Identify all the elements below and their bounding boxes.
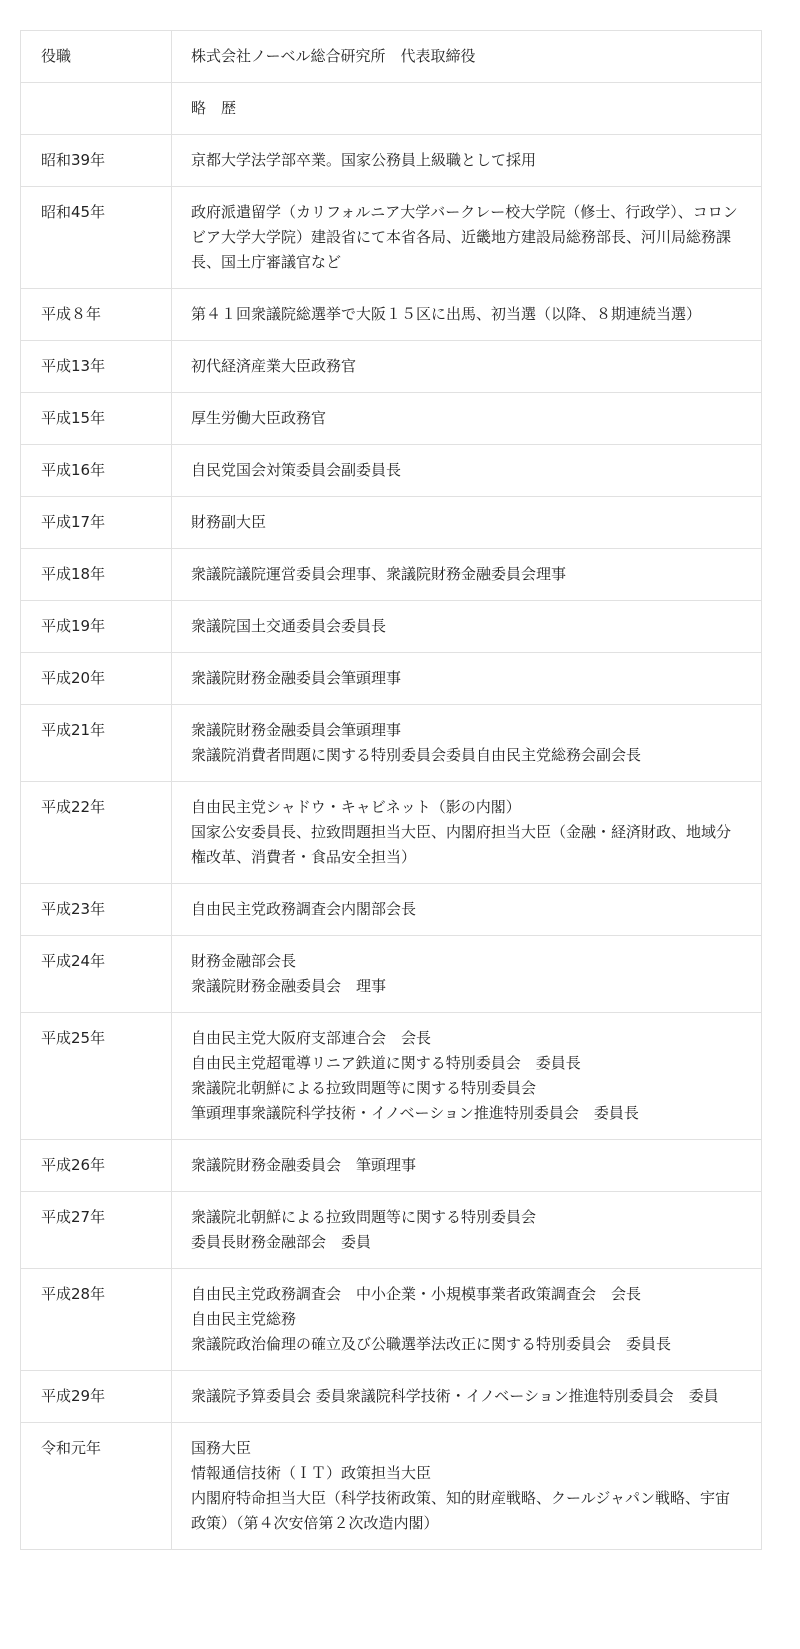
- description-line: 内閣府特命担当大臣（科学技術政策、知的財産戦略、クールジャパン戦略、宇宙政策）（第４次安倍第２次改造内閣）: [191, 1489, 731, 1532]
- year-cell: 平成27年: [21, 1192, 172, 1269]
- description-line: 自由民主党超電導リニア鉄道に関する特別委員会 委員長: [191, 1054, 581, 1072]
- description-line: 政府派遣留学（カリフォルニア大学バークレー校大学院（修士、行政学）、コロンビア大学大学院）建設省にて本省各局、近畿地方建設局総務部長、河川局総務課長、国土庁審議官など: [191, 203, 738, 271]
- description-line: 自由民主党大阪府支部連合会 会長: [191, 1029, 432, 1047]
- table-row: [21, 1371, 762, 1423]
- year-cell: 役職: [21, 31, 172, 83]
- description-cell: [172, 31, 762, 83]
- description-line: 衆議院北朝鮮による拉致問題等に関する特別委員会: [191, 1079, 537, 1097]
- table-row: [21, 1192, 762, 1269]
- description-line: 衆議院財務金融委員会筆頭理事: [191, 669, 402, 687]
- career-table: [20, 30, 762, 1550]
- description-cell: [172, 549, 762, 601]
- description-line: 国務大臣: [191, 1439, 252, 1457]
- description-line: 財務副大臣: [191, 513, 267, 531]
- description-line: 委員長財務金融部会 委員: [191, 1233, 372, 1251]
- description-cell: [172, 782, 762, 884]
- year-cell: 平成24年: [21, 936, 172, 1013]
- year-cell: 平成20年: [21, 653, 172, 705]
- description-cell: [172, 653, 762, 705]
- year-cell: 平成16年: [21, 445, 172, 497]
- career-table-body: [21, 31, 762, 1550]
- year-cell: 平成26年: [21, 1140, 172, 1192]
- description-line: 自由民主党政務調査会内閣部会長: [191, 900, 417, 918]
- year-cell: 平成17年: [21, 497, 172, 549]
- description-cell: [172, 187, 762, 289]
- year-cell: 平成13年: [21, 341, 172, 393]
- description-line: 衆議院財務金融委員会 理事: [191, 977, 387, 995]
- description-line: 厚生労働大臣政務官: [191, 409, 327, 427]
- description-line: 国家公安委員長、拉致問題担当大臣、内閣府担当大臣（金融・経済財政、地域分権改革、消費者・食品安全担当）: [191, 823, 732, 866]
- table-row: [21, 705, 762, 782]
- description-line: 初代経済産業大臣政務官: [191, 357, 357, 375]
- year-cell: 平成８年: [21, 289, 172, 341]
- description-line: 略 歴: [191, 99, 237, 117]
- description-line: 自民党国会対策委員会副委員長: [191, 461, 402, 479]
- description-cell: [172, 341, 762, 393]
- year-cell: 平成18年: [21, 549, 172, 601]
- description-line: 情報通信技術（ＩＴ）政策担当大臣: [191, 1464, 432, 1482]
- description-line: 財務金融部会長: [191, 952, 297, 970]
- description-line: 衆議院国土交通委員会委員長: [191, 617, 387, 635]
- description-line: 株式会社ノーベル総合研究所 代表取締役: [191, 47, 476, 65]
- table-row: [21, 1140, 762, 1192]
- description-line: 衆議院財務金融委員会筆頭理事: [191, 721, 402, 739]
- description-cell: [172, 705, 762, 782]
- description-cell: [172, 497, 762, 549]
- table-row: [21, 549, 762, 601]
- description-cell: [172, 1192, 762, 1269]
- table-row: [21, 782, 762, 884]
- description-cell: [172, 445, 762, 497]
- description-line: 衆議院北朝鮮による拉致問題等に関する特別委員会: [191, 1208, 537, 1226]
- description-line: 自由民主党シャドウ・キャビネット（影の内閣）: [191, 798, 521, 816]
- description-cell: [172, 289, 762, 341]
- table-row: [21, 341, 762, 393]
- year-cell: 平成15年: [21, 393, 172, 445]
- table-row: [21, 83, 762, 135]
- description-cell: [172, 1013, 762, 1140]
- description-line: 衆議院財務金融委員会 筆頭理事: [191, 1156, 417, 1174]
- description-line: 京都大学法学部卒業。国家公務員上級職として採用: [191, 151, 537, 169]
- table-row: [21, 31, 762, 83]
- year-cell: 昭和39年: [21, 135, 172, 187]
- table-row: [21, 289, 762, 341]
- description-line: 第４１回衆議院総選挙で大阪１５区に出馬、初当選（以降、８期連続当選）: [191, 305, 702, 323]
- description-cell: [172, 393, 762, 445]
- table-row: [21, 1013, 762, 1140]
- description-cell: [172, 936, 762, 1013]
- description-line: 衆議院消費者問題に関する特別委員会委員自由民主党総務会副会長: [191, 746, 642, 764]
- year-cell: 平成21年: [21, 705, 172, 782]
- description-line: 自由民主党総務: [191, 1310, 297, 1328]
- description-line: 衆議院議院運営委員会理事、衆議院財務金融委員会理事: [191, 565, 567, 583]
- table-row: [21, 601, 762, 653]
- table-row: [21, 445, 762, 497]
- description-cell: [172, 1423, 762, 1550]
- table-row: [21, 497, 762, 549]
- table-row: [21, 393, 762, 445]
- year-cell: 平成19年: [21, 601, 172, 653]
- table-row: [21, 187, 762, 289]
- year-cell: 平成29年: [21, 1371, 172, 1423]
- year-cell: 令和元年: [21, 1423, 172, 1550]
- description-cell: [172, 135, 762, 187]
- table-row: [21, 884, 762, 936]
- year-cell: 平成23年: [21, 884, 172, 936]
- description-line: 衆議院予算委員会 委員衆議院科学技術・イノベーション推進特別委員会 委員: [191, 1387, 719, 1405]
- year-cell: [21, 83, 172, 135]
- description-line: 筆頭理事衆議院科学技術・イノベーション推進特別委員会 委員長: [191, 1104, 639, 1122]
- description-line: 衆議院政治倫理の確立及び公職選挙法改正に関する特別委員会 委員長: [191, 1335, 672, 1353]
- year-cell: 平成22年: [21, 782, 172, 884]
- description-cell: [172, 1140, 762, 1192]
- table-row: [21, 936, 762, 1013]
- description-cell: [172, 83, 762, 135]
- table-row: [21, 1423, 762, 1550]
- description-line: 自由民主党政務調査会 中小企業・小規模事業者政策調査会 会長: [191, 1285, 642, 1303]
- table-row: [21, 1269, 762, 1371]
- year-cell: 平成28年: [21, 1269, 172, 1371]
- description-cell: [172, 1269, 762, 1371]
- description-cell: [172, 884, 762, 936]
- table-row: [21, 653, 762, 705]
- table-row: [21, 135, 762, 187]
- description-cell: [172, 1371, 762, 1423]
- description-cell: [172, 601, 762, 653]
- year-cell: 昭和45年: [21, 187, 172, 289]
- year-cell: 平成25年: [21, 1013, 172, 1140]
- career-history-section: [20, 30, 762, 1550]
